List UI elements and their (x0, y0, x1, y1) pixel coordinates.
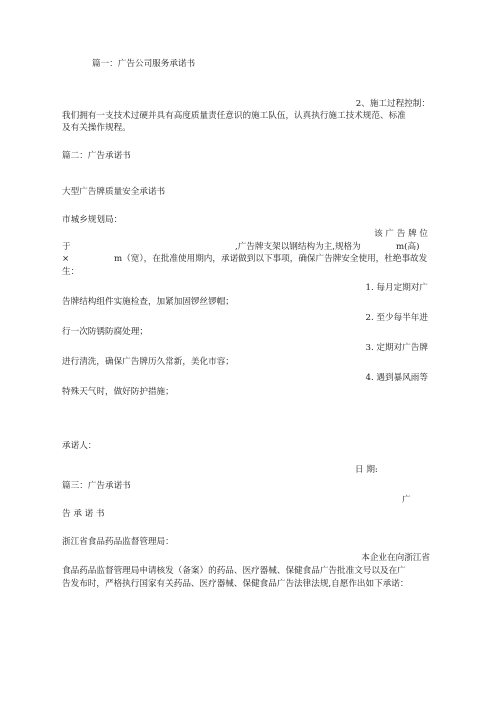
heading-part-1: 篇一：广告公司服务承诺书 (92, 59, 196, 69)
times-sign: × (62, 254, 70, 264)
paragraph-line: 于 (62, 242, 71, 252)
list-item: 告牌结构组件实施检查，加紧加固锣丝锣帽； (62, 297, 234, 307)
signer-label: 承诺人： (62, 441, 97, 451)
paragraph-line: ,广告牌支架以钢结构为主,规格为 (235, 242, 361, 252)
list-item: 进行清洗，确保广告牌历久常新，美化市容； (62, 357, 234, 367)
list-item-number: 4. 遇到暴风雨等 (365, 373, 428, 383)
paragraph-line: 本企业在向浙江省 (361, 553, 430, 563)
construction-control-label: 2、施工过程控制： (355, 99, 430, 109)
paragraph-line: 我们拥有一支技术过硬并具有高度质量责任意识的施工队伍，认真执行施工技术规范、标准 (62, 111, 406, 121)
document-title: 大型广告牌质量安全承诺书 (62, 187, 166, 197)
paragraph-line: 食品药品监督管理局申请核发（备案）的药品、医疗器械、保健食品广告批准文号以及在广 (62, 566, 406, 576)
paragraph-line: 及有关操作规程。 (62, 123, 131, 133)
heading-part-3: 篇三：广告承诺书 (62, 481, 131, 491)
list-item-number: 2. 至少每半年进 (365, 313, 428, 323)
paragraph-line: 生： (62, 267, 80, 277)
list-item: 特殊天气时，做好防护措施； (62, 387, 174, 397)
list-item: 行一次防锈防腐处理； (62, 327, 148, 337)
date-label: 日 期: (355, 465, 378, 475)
addressee: 浙江省食品药品监督管理局： (62, 537, 174, 547)
height-unit: m(高) (396, 242, 420, 252)
list-item-number: 1. 每月定期对广 (365, 283, 428, 293)
list-item-number: 3. 定期对广告牌 (365, 343, 428, 353)
paragraph-line: 该 广 告 牌 位 (374, 229, 428, 239)
paragraph-line: m（宽），在批准使用期内，承诺做到以下事项，确保广告牌安全使用，杜绝事故发 (114, 254, 428, 264)
heading-part-2: 篇二：广告承诺书 (62, 151, 131, 161)
document-title: 告 承 诺 书 (62, 509, 105, 519)
paragraph-line: 告发布时，严格执行国家有关药品、医疗器械、保健食品广告法律法规,自愿作出如下承诺： (62, 579, 409, 589)
addressee: 市城乡规划局： (62, 215, 123, 225)
document-title: 广 (402, 495, 411, 505)
